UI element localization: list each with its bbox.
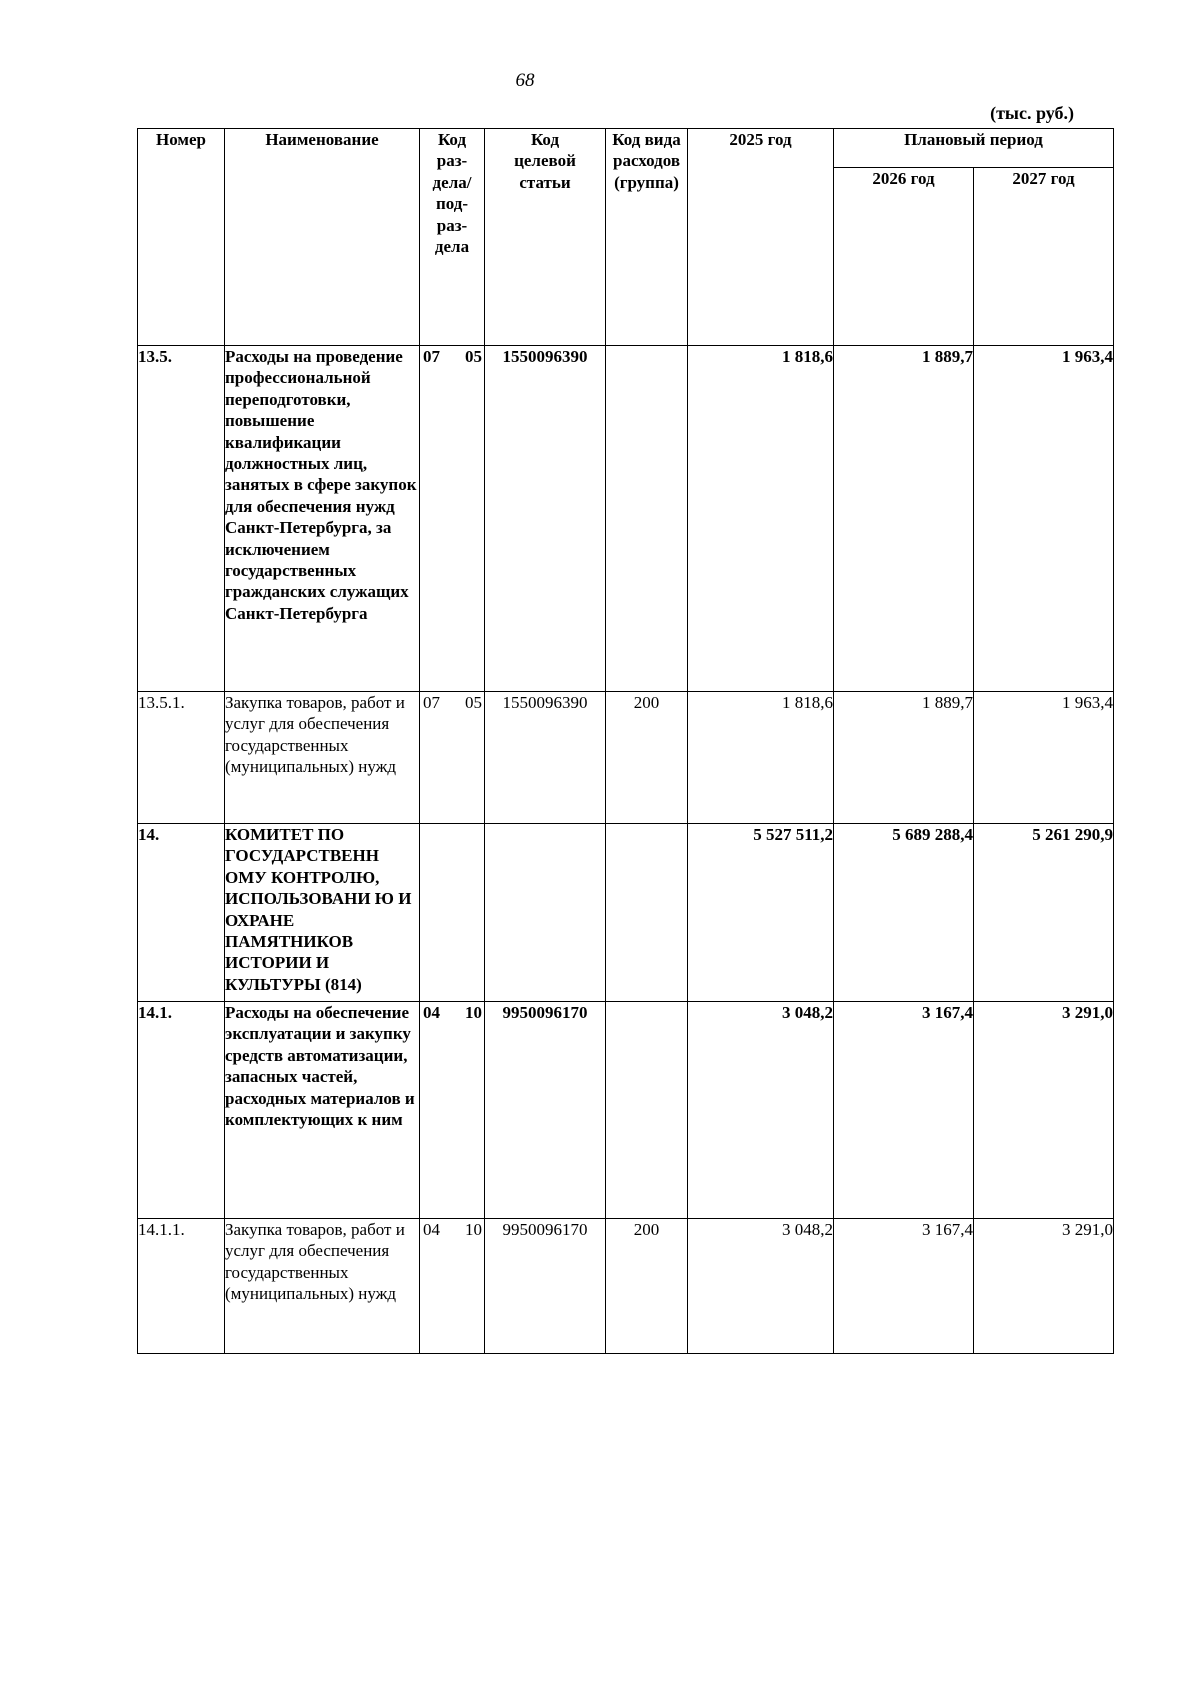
row-2026: 3 167,4 <box>834 1219 974 1354</box>
row-2027: 5 261 290,9 <box>974 824 1114 1002</box>
row-razdel: 04 10 <box>420 1219 485 1354</box>
header-2025: 2025 год <box>688 129 834 346</box>
row-name: Расходы на проведение профессиональной переподготовки, повышение квалификации должностных лиц, занятых в сфере закупок для обеспечения нужд Санкт-Петербурга, за исключением государственных гражданских служащих Санкт-Петербурга <box>225 346 420 692</box>
row-expense <box>606 824 688 1002</box>
row-razdel: 04 10 <box>420 1002 485 1219</box>
row-2027: 1 963,4 <box>974 346 1114 692</box>
row-2025: 3 048,2 <box>688 1219 834 1354</box>
header-2026: 2026 год <box>834 168 974 346</box>
row-razdel: 07 05 <box>420 346 485 692</box>
row-number: 13.5.1. <box>138 692 225 824</box>
row-2025: 5 527 511,2 <box>688 824 834 1002</box>
table-row <box>138 1219 1114 1354</box>
table-row <box>138 1002 1114 1219</box>
row-name: Закупка товаров, работ и услуг для обеспечения государственных (муниципальных) нужд <box>225 692 420 824</box>
row-expense <box>606 1002 688 1219</box>
row-razdel <box>420 824 485 1002</box>
row-2026: 1 889,7 <box>834 692 974 824</box>
row-2026: 1 889,7 <box>834 346 974 692</box>
row-2025: 3 048,2 <box>688 1002 834 1219</box>
row-target: 9950096170 <box>485 1219 606 1354</box>
header-target: Код целевой статьи <box>485 129 606 346</box>
row-target: 9950096170 <box>485 1002 606 1219</box>
row-name: Закупка товаров, работ и услуг для обеспечения государственных (муниципальных) нужд <box>225 1219 420 1354</box>
row-expense: 200 <box>606 1219 688 1354</box>
page-number: 68 <box>515 70 535 91</box>
row-razdel: 07 05 <box>420 692 485 824</box>
row-number: 14.1.1. <box>138 1219 225 1354</box>
table-row <box>138 824 1114 1002</box>
row-2027: 1 963,4 <box>974 692 1114 824</box>
row-expense <box>606 346 688 692</box>
row-expense: 200 <box>606 692 688 824</box>
table-row <box>138 346 1114 692</box>
row-name: КОМИТЕТ ПО ГОСУДАРСТВЕНН ОМУ КОНТРОЛЮ, ИСПОЛЬЗОВАНИ Ю И ОХРАНЕ ПАМЯТНИКОВ ИСТОРИИ И КУЛЬТУРЫ (814) <box>225 824 420 1002</box>
row-2025: 1 818,6 <box>688 692 834 824</box>
header-2027: 2027 год <box>974 168 1114 346</box>
header-expense: Код вида расходов (группа) <box>606 129 688 346</box>
budget-table <box>137 128 1114 1354</box>
row-2025: 1 818,6 <box>688 346 834 692</box>
header-name: Наименование <box>225 129 420 346</box>
row-number: 14.1. <box>138 1002 225 1219</box>
row-number: 14. <box>138 824 225 1002</box>
row-target: 1550096390 <box>485 346 606 692</box>
row-target: 1550096390 <box>485 692 606 824</box>
row-target <box>485 824 606 1002</box>
table-row <box>138 692 1114 824</box>
row-name: Расходы на обеспечение эксплуатации и закупку средств автоматизации, запасных частей, расходных материалов и комплектующих к ним <box>225 1002 420 1219</box>
row-2027: 3 291,0 <box>974 1002 1114 1219</box>
header-number: Номер <box>138 129 225 346</box>
header-planned-period: Плановый период <box>834 129 1114 168</box>
row-2026: 3 167,4 <box>834 1002 974 1219</box>
row-number: 13.5. <box>138 346 225 692</box>
header-razdel: Код раз- дела/ под- раз- дела <box>420 129 485 346</box>
row-2027: 3 291,0 <box>974 1219 1114 1354</box>
row-2026: 5 689 288,4 <box>834 824 974 1002</box>
units-label: (тыс. руб.) <box>990 103 1074 123</box>
